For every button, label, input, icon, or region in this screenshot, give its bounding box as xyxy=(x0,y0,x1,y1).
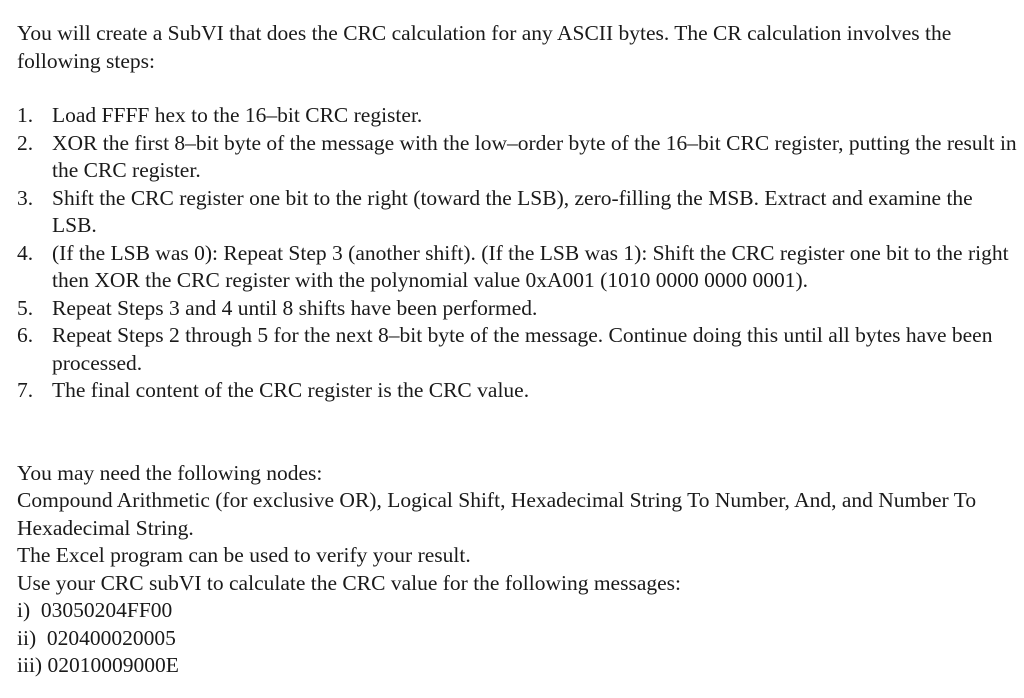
list-item xyxy=(17,652,1017,680)
step-number: 4. xyxy=(17,240,34,265)
message-label: iii) xyxy=(17,653,43,677)
excel-note: The Excel program can be used to verify your result. xyxy=(17,543,471,567)
crc-steps-list xyxy=(17,102,1017,405)
step-number: 2. xyxy=(17,130,34,155)
list-item xyxy=(17,185,1017,240)
message-value: 03050204FF00 xyxy=(40,598,173,622)
step-number: 3. xyxy=(17,185,34,210)
step-text: Shift the CRC register one bit to the right (toward the LSB), zero-filling the MSB. Extract and examine the LSB. xyxy=(52,185,973,237)
message-value: 020400020005 xyxy=(46,625,176,650)
step-text: Repeat Steps 2 through 5 for the next 8–bit byte of the message. Continue doing this until all bytes have been processed. xyxy=(52,323,993,375)
step-text: The final content of the CRC register is the CRC value. xyxy=(52,378,530,402)
message-value: 02010009000E xyxy=(47,653,179,677)
nodes-heading: You may need the following nodes: xyxy=(17,460,323,485)
step-text: Repeat Steps 3 and 4 until 8 shifts have been performed. xyxy=(52,295,538,320)
list-item xyxy=(17,102,1017,130)
step-number: 1. xyxy=(17,103,34,127)
document-page xyxy=(17,20,1017,680)
list-item xyxy=(17,240,1017,295)
nodes-list: Compound Arithmetic (for exclusive OR), Logical Shift, Hexadecimal String To Number, And, and Number To Hexadecimal String. xyxy=(17,488,977,540)
list-item xyxy=(17,295,1017,323)
step-text: (If the LSB was 0): Repeat Step 3 (another shift). (If the LSB was 1): Shift the CRC register one bit to the right then XOR the CRC register with the polynomial value 0xA001 (1010 0000 0000 0001). xyxy=(52,240,1009,292)
section-spacer xyxy=(17,405,1017,460)
list-item xyxy=(17,130,1017,185)
list-item xyxy=(17,625,1017,653)
messages-list xyxy=(17,597,1017,680)
list-item xyxy=(17,322,1017,377)
message-label: i) xyxy=(17,598,31,622)
use-note: Use your CRC subVI to calculate the CRC value for the following messages: xyxy=(17,570,681,595)
message-label: ii) xyxy=(17,625,37,650)
step-number: 6. xyxy=(17,323,34,347)
step-number: 5. xyxy=(17,295,34,320)
list-item xyxy=(17,597,1017,625)
step-text: XOR the first 8–bit byte of the message with the low–order byte of the 16–bit CRC register, putting the result in the CRC register. xyxy=(52,130,1017,182)
intro-paragraph: You will create a SubVI that does the CRC calculation for any ASCII bytes. The CR calculation involves the following steps: xyxy=(17,21,952,73)
list-item xyxy=(17,377,1017,405)
step-number: 7. xyxy=(17,378,34,402)
step-text: Load FFFF hex to the 16–bit CRC register. xyxy=(52,103,423,127)
